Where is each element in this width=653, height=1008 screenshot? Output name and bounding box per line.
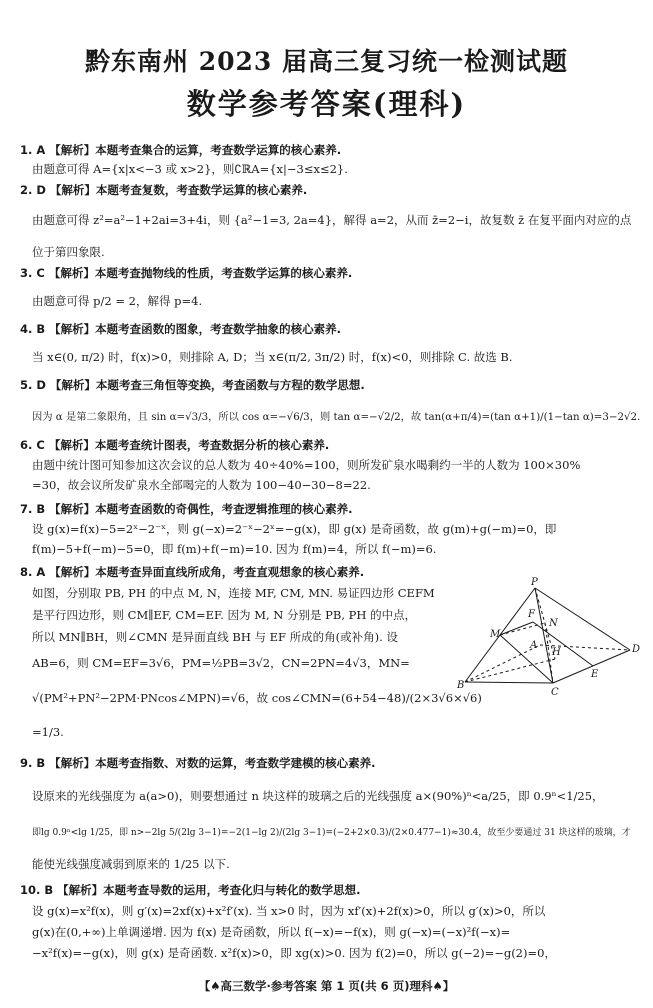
answer-3-line: 由题意可得 p/2 = 2，解得 p=4. [32, 294, 203, 308]
label-E: E [591, 669, 599, 680]
answer-9-line: 能使光线强度减弱到原来的 1/25 以下. [32, 857, 230, 871]
answer-10-line: g(x)在(0,+∞)上单调递增. 因为 f(x) 是奇函数，所以 f(−x)=−f(x)，则 g(−x)=(−x)²f(−x)= [32, 925, 511, 939]
answer-9-line: 即lg 0.9ⁿ<lg 1/25，即 n>−2lg 5/(2lg 3−1)=−2(1−lg 2)/(2lg 3−1)=(−2+2×0.3)/(2×0.477−1)≈30.4，故至少要通过 31 块这样的玻璃，才 [32, 828, 631, 838]
answer-6-line: 由题中统计图可知参加这次会议的总人数为 40÷40%=100，则所发矿泉水喝剩约一半的人数为 100×30% [32, 458, 581, 472]
label-C: C [551, 687, 559, 698]
answer-5-head: 5. D 【解析】本题考查三角恒等变换，考查函数与方程的数学思想. [20, 378, 365, 392]
answer-4-head: 4. B 【解析】本题考查函数的图象，考查数学抽象的核心素养. [20, 322, 342, 336]
document-subtitle: 数学参考答案(理科) [186, 87, 467, 121]
answer-6-head: 6. C 【解析】本题考查统计图表，考查数据分析的核心素养. [20, 438, 330, 452]
answer-8-line: 是平行四边形，则 CM∥EF, CM=EF. 因为 M, N 分别是 PB, PH 的中点， [32, 608, 417, 622]
segment-FE [533, 622, 593, 666]
answer-9-head: 9. B 【解析】本题考查指数、对数的运算，考查数学建模的核心素养. [20, 756, 376, 770]
segment-MN [500, 623, 545, 635]
page-footer: 【♠高三数学·参考答案 第 1 页(共 6 页)理科♠】 [198, 979, 455, 993]
label-A: A [530, 640, 538, 651]
answer-8-line: =1/3. [32, 725, 64, 739]
answer-2-head: 2. D 【解析】本题考查复数，考查数学运算的核心素养. [20, 183, 308, 197]
answer-10-head: 10. B 【解析】本题考查导数的运用，考查化归与转化的数学思想. [20, 883, 361, 897]
label-B: B [457, 680, 465, 691]
answer-8-line: AB=6，则 CM=EF=3√6，PM=½PB=3√2，CN=2PN=4√3，MN= [32, 656, 410, 670]
pyramid-figure [455, 445, 650, 705]
segment-BH [465, 659, 555, 682]
label-M: M [490, 629, 501, 640]
answer-1-head: 1. A 【解析】本题考查集合的运算，考查数学运算的核心素养. [20, 143, 342, 157]
answer-8-line: √(PM²+PN²−2PM·PNcos∠MPN)=√6，故 cos∠CMN=(6+54−48)/(2×3√6×√6) [32, 691, 482, 705]
answer-7-head: 7. B 【解析】本题考查函数的奇偶性，考查逻辑推理的核心素养. [20, 502, 353, 516]
answer-2-line: 位于第四象限. [32, 245, 105, 259]
answer-8-line: 所以 MN∥BH，则∠CMN 是异面直线 BH 与 EF 所成的角(或补角). 设 [32, 630, 398, 644]
answer-7-line: 设 g(x)=f(x)−5=2ˣ−2⁻ˣ，则 g(−x)=2⁻ˣ−2ˣ=−g(x)，即 g(x) 是奇函数，故 g(m)+g(−m)=0，即 [32, 522, 557, 536]
answer-2-line: 由题意可得 z²=a²−1+2ai=3+4i，则 {a²−1=3, 2a=4}，解得 a=2，从而 z̄=2−i，故复数 z̄ 在复平面内对应的点 [32, 213, 632, 227]
answer-8-head: 8. A 【解析】本题考查异面直线所成角，考查直观想象的核心素养. [20, 565, 365, 579]
answer-1-line: 由题意可得 A={x|x<−3 或 x>2}，则∁ℝA={x|−3≤x≤2}. [32, 162, 348, 176]
label-H: H [552, 647, 561, 658]
answer-9-line: 设原来的光线强度为 a(a>0)，则要想通过 n 块这样的玻璃之后的光线强度 a×(90%)ⁿ<a/25，即 0.9ⁿ<1/25， [32, 789, 604, 803]
edge-BA [465, 645, 540, 682]
answer-10-line: 设 g(x)=x²f(x)，则 g′(x)=2xf(x)+x²f′(x). 当 x>0 时，因为 xf′(x)+2f(x)>0，所以 g′(x)>0，所以 [32, 904, 546, 918]
answer-10-line: −x²f(x)=−g(x)，则 g(x) 是奇函数. x²f(x)>0，即 xg(x)>0. 因为 f(2)=0，所以 g(−2)=−g(2)=0， [32, 946, 556, 960]
label-D: D [632, 644, 641, 655]
label-P: P [531, 577, 538, 588]
answer-4-line: 当 x∈(0, π/2) 时，f(x)>0，则排除 A, D；当 x∈(π/2, 3π/2) 时，f(x)<0，则排除 C. 故选 B. [32, 350, 513, 364]
edge-BC [465, 682, 553, 683]
document-title: 黔东南州 2023 届高三复习统一检测试题 [85, 47, 568, 76]
answer-3-head: 3. C 【解析】本题考查抛物线的性质，考查数学运算的核心素养. [20, 266, 353, 280]
label-F: F [528, 609, 535, 620]
answer-8-line: 如图，分别取 PB, PH 的中点 M, N，连接 MF, CM, MN. 易证四边形 CEFM [32, 586, 435, 600]
answer-6-line: =30，故会议所发矿泉水全部喝完的人数为 100−40−30−8=22. [32, 478, 371, 492]
label-N: N [549, 618, 558, 629]
answer-5-line: 因为 α 是第二象限角，且 sin α=√3/3，所以 cos α=−√6/3，则 tan α=−√2/2，故 tan(α+π/4)=(tan α+1)/(1−tan α)=3−2√2. [32, 411, 641, 423]
answer-7-line: f(m)−5+f(−m)−5=0，即 f(m)+f(−m)=10. 因为 f(m)=4，所以 f(−m)=6. [32, 542, 437, 556]
